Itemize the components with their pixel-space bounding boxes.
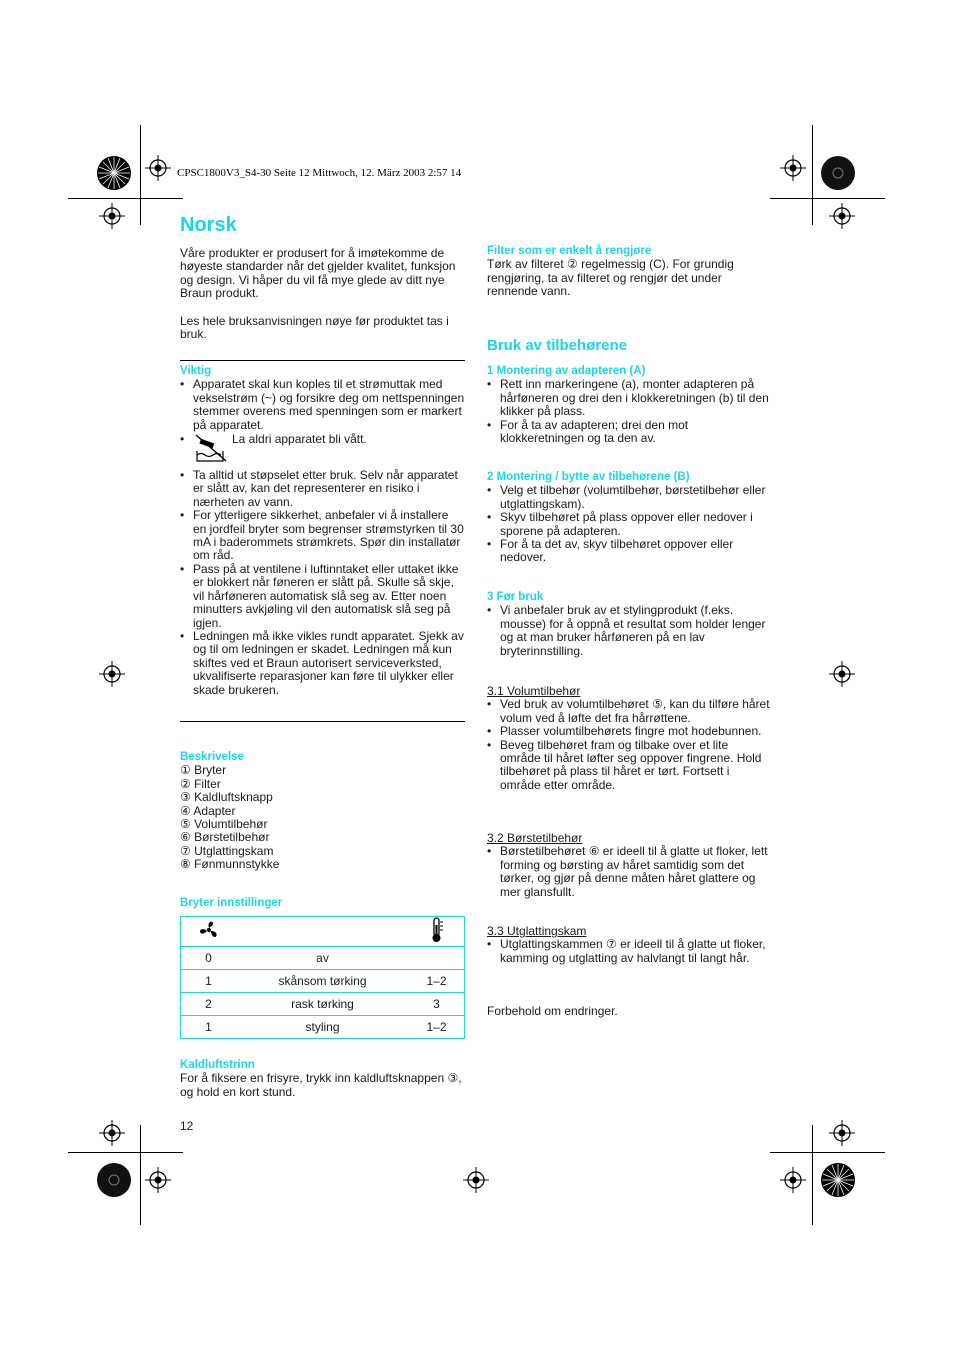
intro-block xyxy=(180,247,465,341)
crosshair-mark-icon xyxy=(780,155,806,181)
list-item: • Utglattingskammen ⑦ er ideell til å glatte ut floker, kamming og utglatting av halvlangt til langt hår. xyxy=(487,938,772,965)
crosshair-mark-icon xyxy=(99,661,125,687)
list-item: • Børstetilbehøret ⑥ er ideell til å glatte ut floker, lett forming og børsting av håret samtidig som det tørker, og gjør på denne måten håret glattere og mer glansfullt. xyxy=(487,845,772,899)
setting-label-cell: rask tørking xyxy=(236,993,409,1016)
heat-level-cell: 1–2 xyxy=(409,970,465,993)
filter-heading: Filter som er enkelt å rengjøre xyxy=(487,245,652,257)
table-row xyxy=(181,970,465,993)
cold-air-section xyxy=(180,1059,465,1099)
part-item: ④ Adapter xyxy=(180,803,236,818)
cold-air-text: For å fiksere en frisyre, trykk inn kaldluftsknappen ③, og hold en kort stund. xyxy=(180,1071,462,1099)
list-item: • Ledningen må ikke vikles rundt apparatet. Sjekk av og til om ledningen er skadet. Ledningen må kun skiftes ved et Braun autorisert serviceverksted, ukvalifiserte reparasjoner kan føre til ulykker eller skade brukeren. xyxy=(180,630,465,697)
crosshair-mark-icon xyxy=(829,1120,855,1146)
label-header-cell xyxy=(236,917,409,947)
filter-section xyxy=(487,245,772,299)
list-item: • Vi anbefaler bruk av et stylingprodukt (f.eks. mousse) for å oppnå et resultat som holder lenger og at man bruker hårføneren på en lav bryterinnstilling. xyxy=(487,604,772,658)
accessories-heading-block xyxy=(487,339,772,352)
divider xyxy=(180,360,465,361)
crosshair-mark-icon xyxy=(829,203,855,229)
setting-label-cell: skånsom tørking xyxy=(236,970,409,993)
list-item: • Pass på at ventilene i luftinntaket eller uttaket ikke er blokkert når føneren er slått på. Skulle så skje, vil hårføneren automatisk slå seg av. Etter noen minutters avkjøling vil den automatisk slå seg på igjen. xyxy=(180,563,465,630)
part-item: ⑥ Børstetilbehør xyxy=(180,830,270,845)
setting-label-cell: styling xyxy=(236,1016,409,1039)
description-section xyxy=(180,751,465,872)
fan-icon xyxy=(198,919,220,941)
fan-level-cell: 0 xyxy=(181,947,237,970)
divider xyxy=(180,721,465,722)
section-heading: 3.2 Børstetilbehør xyxy=(487,831,583,845)
part-item: ⑤ Volumtilbehør xyxy=(180,817,268,832)
section-comb xyxy=(487,925,772,965)
no-water-icon xyxy=(194,433,228,463)
section-volume xyxy=(487,685,772,792)
description-heading: Beskrivelse xyxy=(180,751,244,763)
table-row xyxy=(181,947,465,970)
list-item: • Ved bruk av volumtilbehøret ⑤, kan du tilføre håret volum ved å løfte det fra hårrøttene. xyxy=(487,698,772,725)
section-heading: 2 Montering / bytte av tilbehørene (B) xyxy=(487,471,690,483)
important-section xyxy=(180,365,465,697)
registration-mark-icon xyxy=(96,1162,132,1198)
crosshair-mark-icon xyxy=(99,203,125,229)
part-item: ⑦ Utglattingskam xyxy=(180,843,274,858)
intro-text: Våre produkter er produsert for å imøtekomme de høyeste standarder når det gjelder kvalitet, funksjon og design. Vi håper du vil få mye glede av ditt nye Braun produkt. xyxy=(180,246,456,301)
fan-icon-cell xyxy=(181,917,237,947)
list-item: • Rett inn markeringene (a), monter adapteren på hårføneren og drei den i klokkeretningen (b) til den klikker på plass. xyxy=(487,378,772,418)
list-item: • La aldri apparatet bli vått. xyxy=(180,433,465,469)
table-row xyxy=(181,993,465,1016)
section-heading: 3.3 Utglattingskam xyxy=(487,924,587,938)
page-title: Norsk xyxy=(180,214,237,236)
table-header-row xyxy=(181,917,465,947)
page-number: 12 xyxy=(180,1119,194,1133)
part-item: ⑧ Fønmunnstykke xyxy=(180,857,280,872)
registration-mark-icon xyxy=(820,155,856,191)
list-item: • Beveg tilbehøret fram og tilbake over et lite område til håret løfter seg oppover fingrene. Hold tilbehøret på plass til håret er tørt. Fortsett i område etter område. xyxy=(487,739,772,793)
switch-settings-table xyxy=(180,916,465,1039)
cold-air-heading: Kaldluftstrinn xyxy=(180,1059,255,1071)
list-item: • Apparatet skal kun koples til et strømuttak med vekselstrøm (~) og forsikre deg om nettspenningen stemmer overens med spenningen som er markert på apparatet. xyxy=(180,378,465,432)
list-item: • For ytterligere sikkerhet, anbefaler vi å installere en jordfeil bryter som begrenser strømstyrken til 30 mA i baderommets strømkrets. Spør din installatør om råd. xyxy=(180,509,465,563)
heat-level-cell: 3 xyxy=(409,993,465,1016)
heat-level-cell: 1–2 xyxy=(409,1016,465,1039)
section-mount-adapter xyxy=(487,365,772,445)
list-item: • Ta alltid ut støpselet etter bruk. Selv når apparatet er slått av, kan det representerer en risiko i nærheten av vann. xyxy=(180,469,465,509)
registration-mark-icon xyxy=(96,155,132,191)
crosshair-mark-icon xyxy=(145,155,171,181)
list-item: • Velg et tilbehør (volumtilbehør, børstetilbehør eller utglattingskam). xyxy=(487,484,772,511)
switch-heading: Bryter innstillinger xyxy=(180,897,283,909)
list-item: • For å ta av adapteren; drei den mot klokkeretningen og ta den av. xyxy=(487,419,772,446)
important-heading: Viktig xyxy=(180,365,212,377)
print-slug: CPSC1800V3_S4-30 Seite 12 Mittwoch, 12. März 2003 2:57 14 xyxy=(177,167,462,179)
section-heading: 3 Før bruk xyxy=(487,591,544,603)
part-item: ② Filter xyxy=(180,776,221,791)
fan-level-cell: 2 xyxy=(181,993,237,1016)
section-brush xyxy=(487,832,772,899)
list-item: • Plasser volumtilbehørets fingre mot hodebunnen. xyxy=(487,725,772,738)
section-change-accessories xyxy=(487,471,772,565)
section-before-use xyxy=(487,591,772,658)
crosshair-mark-icon xyxy=(99,1120,125,1146)
thermometer-icon xyxy=(430,917,444,943)
list-item: • For å ta det av, skyv tilbehøret oppover eller nedover. xyxy=(487,538,772,565)
fan-level-cell: 1 xyxy=(181,970,237,993)
footer-note: Forbehold om endringer. xyxy=(487,1004,618,1018)
intro-text-2: Les hele bruksanvisningen nøye før produktet tas i bruk. xyxy=(180,313,449,342)
filter-text: Tørk av filteret ② regelmessig (C). For grundig rengjøring, ta av filteret og rengjør det under rennende vann. xyxy=(487,257,734,299)
crosshair-mark-icon xyxy=(829,661,855,687)
part-item: ① Bryter xyxy=(180,763,227,778)
table-row xyxy=(181,1016,465,1039)
switch-heading-block xyxy=(180,897,465,910)
crosshair-mark-icon xyxy=(780,1167,806,1193)
heat-level-cell xyxy=(409,947,465,970)
fan-level-cell: 1 xyxy=(181,1016,237,1039)
setting-label-cell: av xyxy=(236,947,409,970)
accessories-heading: Bruk av tilbehørene xyxy=(487,337,628,354)
list-item: • Skyv tilbehøret på plass oppover eller nedover i sporene på adapteren. xyxy=(487,511,772,538)
part-item: ③ Kaldluftsknapp xyxy=(180,790,273,805)
crosshair-mark-icon xyxy=(463,1167,489,1193)
registration-mark-icon xyxy=(820,1162,856,1198)
section-heading: 1 Montering av adapteren (A) xyxy=(487,365,646,377)
crosshair-mark-icon xyxy=(145,1167,171,1193)
heat-icon-cell xyxy=(409,917,465,947)
section-heading: 3.1 Volumtilbehør xyxy=(487,684,581,698)
